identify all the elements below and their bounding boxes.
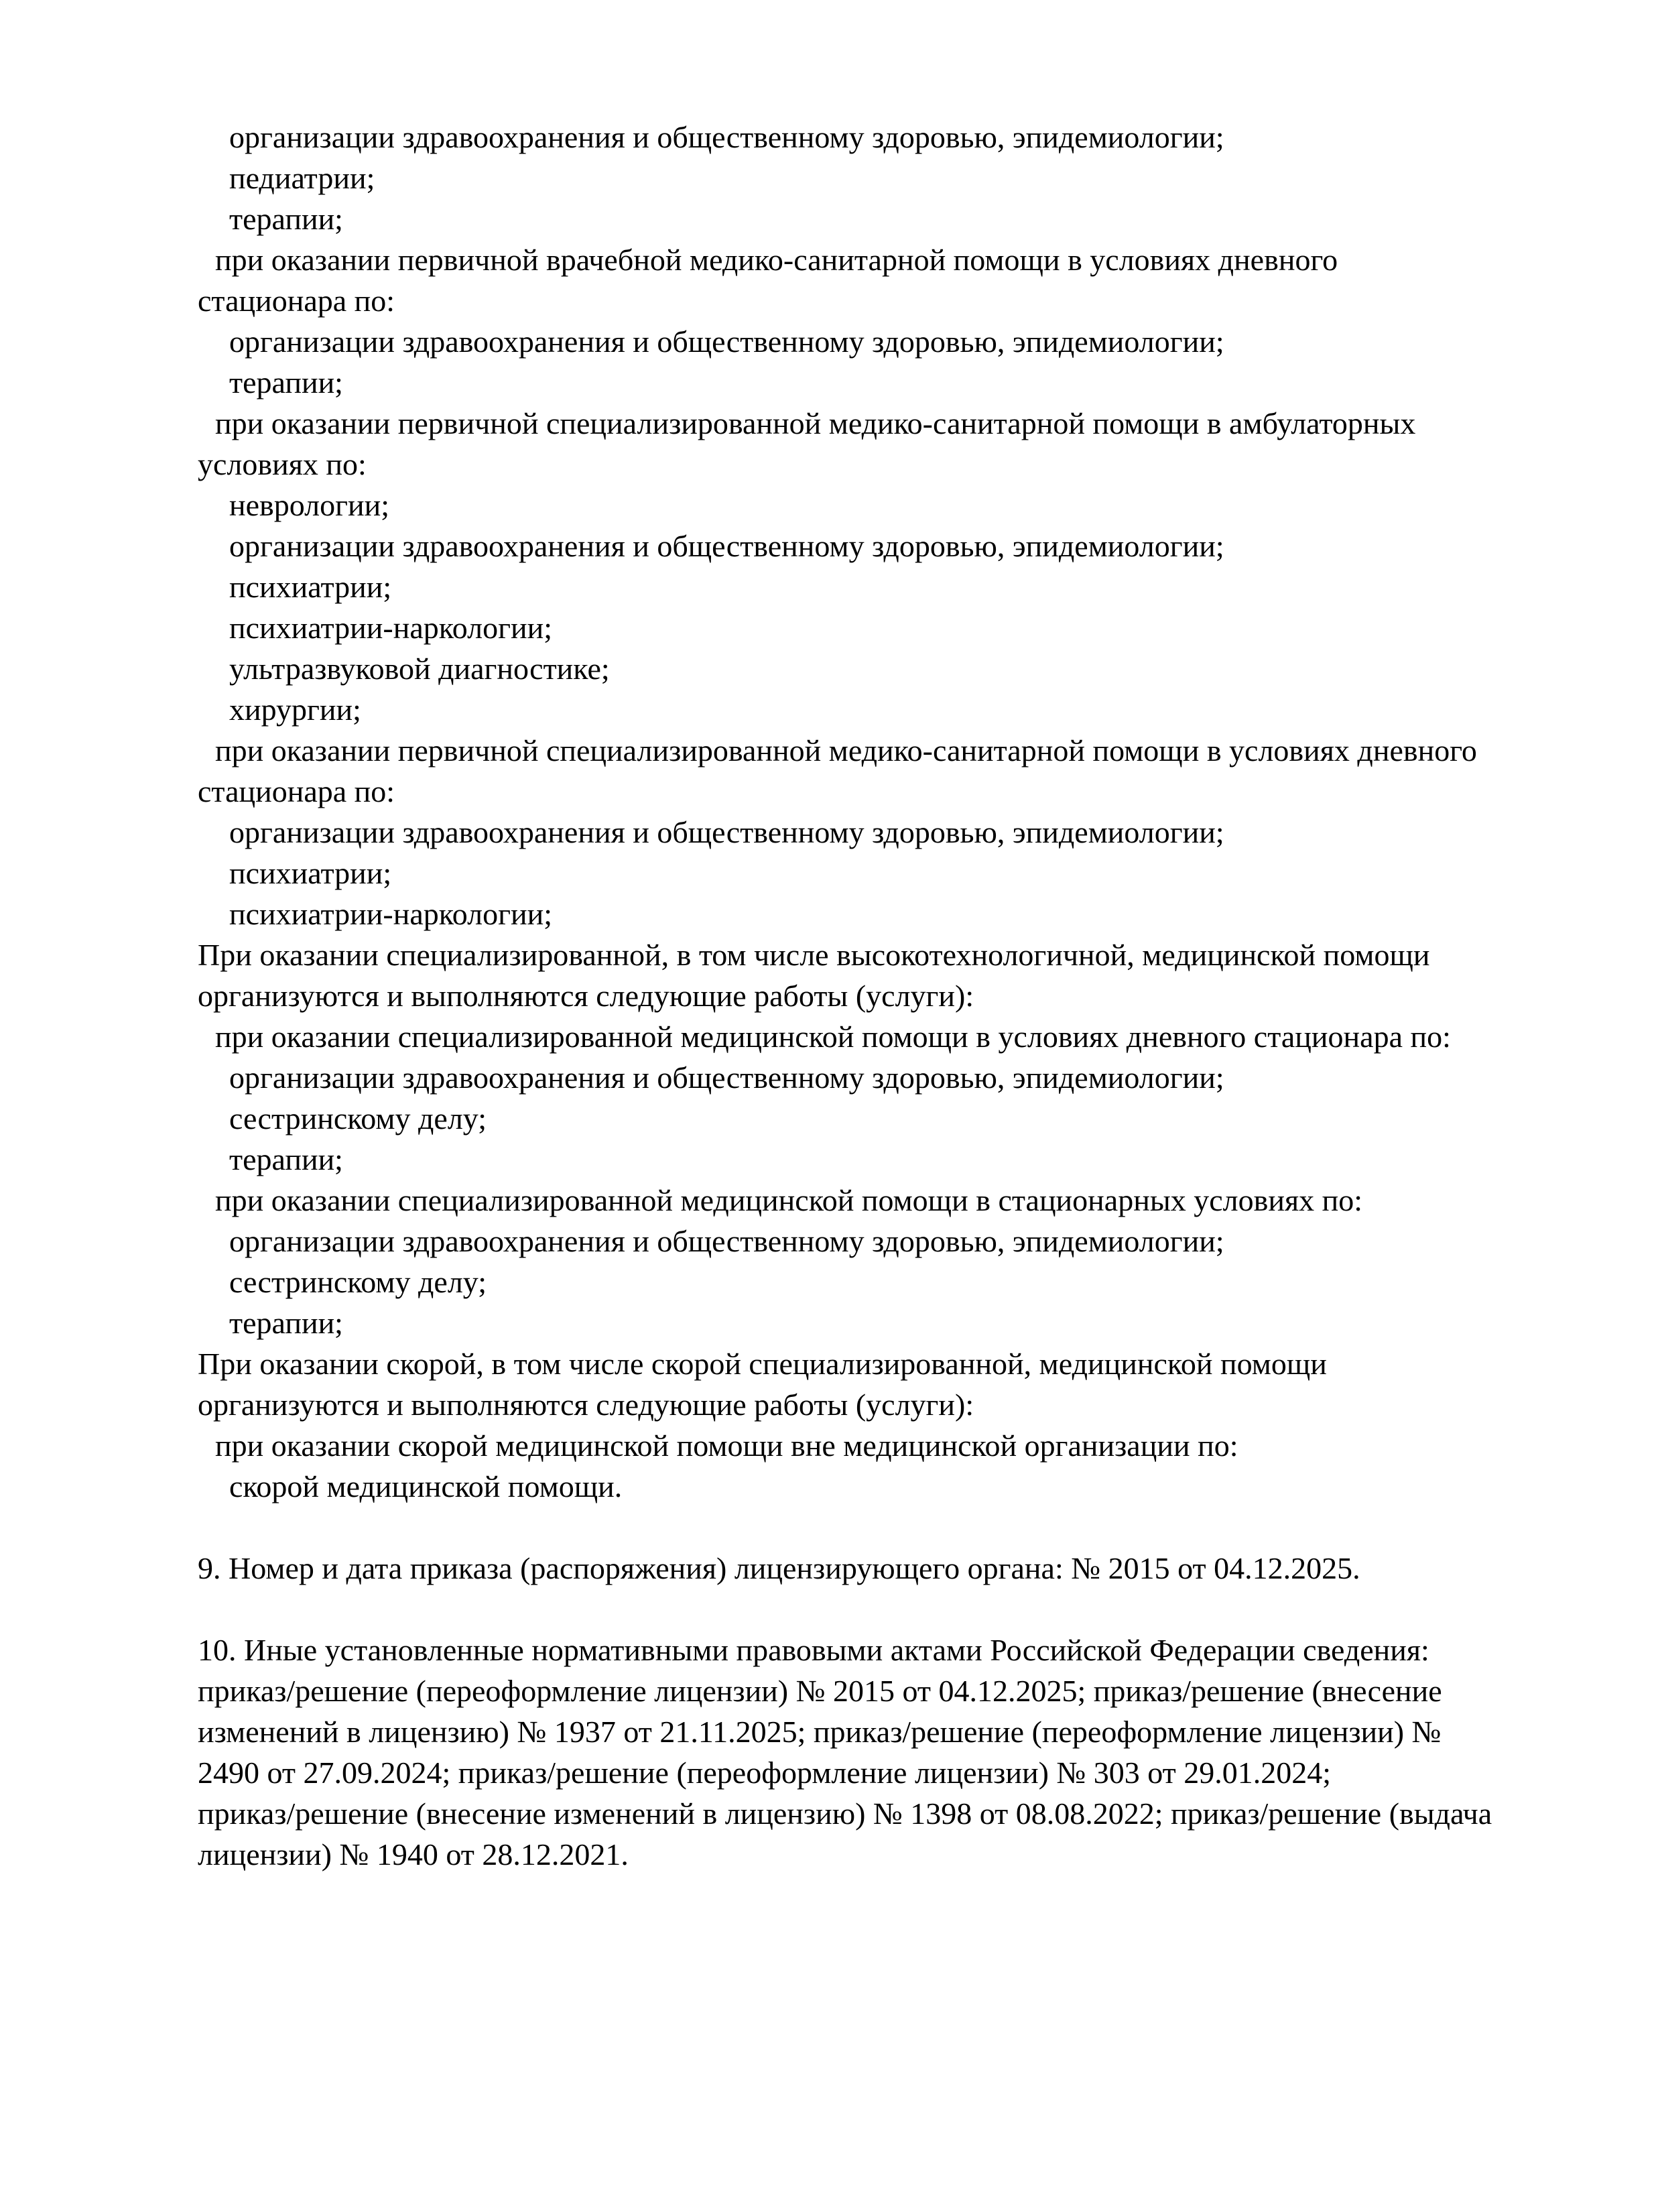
- text-line: организации здравоохранения и общественному здоровью, эпидемиологии;: [229, 529, 1224, 563]
- text-line: сестринскому делу;: [229, 1101, 487, 1135]
- text-line: при оказании специализированной медицинской помощи в условиях дневного стационара по:: [215, 1020, 1451, 1054]
- text-line: 10. Иные установленные нормативными правовыми актами Российской Федерации сведения:: [198, 1633, 1429, 1667]
- text-line: терапии;: [229, 202, 343, 236]
- text-line: организации здравоохранения и общественному здоровью, эпидемиологии;: [229, 324, 1224, 359]
- text-line: терапии;: [229, 365, 343, 400]
- text-line: организации здравоохранения и общественному здоровью, эпидемиологии;: [229, 815, 1224, 849]
- text-line: условиях по:: [198, 447, 367, 481]
- text-line: при оказании первичной специализированной медико-санитарной помощи в условиях дневного: [215, 733, 1477, 767]
- text-line: терапии;: [229, 1306, 343, 1340]
- text-line: организуются и выполняются следующие работы (услуги):: [198, 1388, 974, 1422]
- text-line: 2490 от 27.09.2024; приказ/решение (переоформление лицензии) № 303 от 29.01.2024;: [198, 1756, 1332, 1790]
- text-line: организуются и выполняются следующие работы (услуги):: [198, 979, 974, 1013]
- text-line: психиатрии;: [229, 856, 392, 890]
- text-line: организации здравоохранения и общественному здоровью, эпидемиологии;: [229, 120, 1224, 154]
- text-line: лицензии) № 1940 от 28.12.2021.: [198, 1837, 629, 1871]
- text-line: приказ/решение (внесение изменений в лицензию) № 1398 от 08.08.2022; приказ/решение (выдача: [198, 1796, 1492, 1831]
- text-line: скорой медицинской помощи.: [229, 1469, 623, 1503]
- text-line: психиатрии-наркологии;: [229, 611, 552, 645]
- text-line: 9. Номер и дата приказа (распоряжения) лицензирующего органа: № 2015 от 04.12.2025.: [198, 1551, 1360, 1585]
- text-line: психиатрии;: [229, 570, 392, 604]
- blank-line: [198, 1507, 1565, 1548]
- text-line: стационара по:: [198, 774, 395, 808]
- text-line: организации здравоохранения и общественному здоровью, эпидемиологии;: [229, 1224, 1224, 1258]
- text-line: изменений в лицензию) № 1937 от 21.11.2025; приказ/решение (переоформление лицензии) №: [198, 1715, 1442, 1749]
- text-line: хирургии;: [229, 692, 361, 727]
- text-line: При оказании специализированной, в том числе высокотехнологичной, медицинской помощи: [198, 938, 1430, 972]
- text-line: приказ/решение (переоформление лицензии) № 2015 от 04.12.2025; приказ/решение (внесение: [198, 1674, 1442, 1708]
- text-line: при оказании первичной специализированной медико-санитарной помощи в амбулаторных: [215, 406, 1416, 440]
- text-line: при оказании скорой медицинской помощи вне медицинской организации по:: [215, 1428, 1238, 1463]
- text-line: неврологии;: [229, 488, 389, 522]
- text-line: сестринскому делу;: [229, 1265, 487, 1299]
- blank-line: [198, 1589, 1565, 1630]
- license-text-block: [198, 117, 1565, 1875]
- text-line: ультразвуковой диагностике;: [229, 652, 610, 686]
- text-line: стационара по:: [198, 284, 395, 318]
- text-line: При оказании скорой, в том числе скорой специализированной, медицинской помощи: [198, 1347, 1327, 1381]
- text-line: при оказании специализированной медицинской помощи в стационарных условиях по:: [215, 1183, 1362, 1217]
- text-line: при оказании первичной врачебной медико-санитарной помощи в условиях дневного: [215, 243, 1338, 277]
- text-line: психиатрии-наркологии;: [229, 897, 552, 931]
- text-line: терапии;: [229, 1142, 343, 1176]
- text-line: педиатрии;: [229, 161, 375, 195]
- text-line: организации здравоохранения и общественному здоровью, эпидемиологии;: [229, 1060, 1224, 1095]
